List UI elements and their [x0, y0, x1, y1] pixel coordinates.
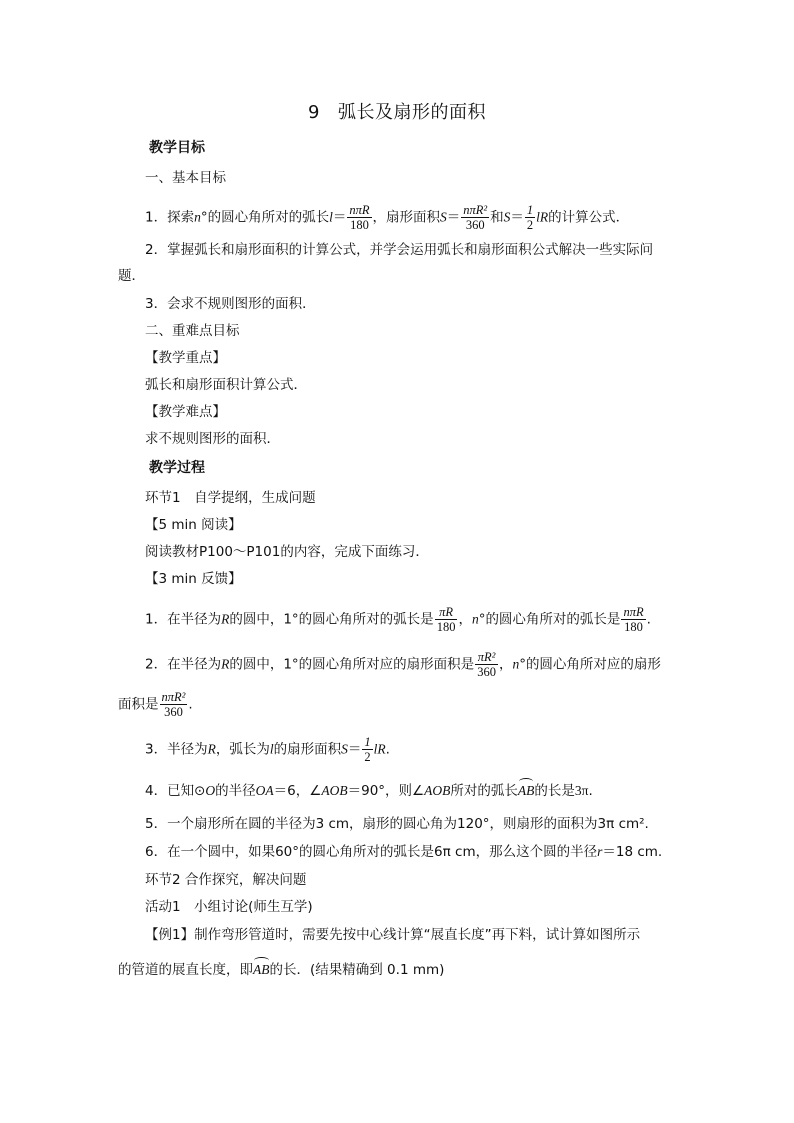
goals-heading: 教学目标	[149, 140, 205, 156]
arc-length-formula: $\frac{\text{nπR}}{180}$	[349, 203, 370, 232]
question-2-line-2: 面积是 $\frac{\text{nπR²}}{360}$ .	[118, 690, 193, 719]
key-goals: 二、重难点目标	[145, 323, 240, 339]
arc-ab: AB	[518, 781, 535, 801]
question-5: 5．一个扇形所在圆的半径为3 cm，扇形的圆心角为120°，则扇形的面积为3π cm².	[145, 816, 649, 832]
sector-area-formula: $\frac{\text{nπR²}}{360}$	[463, 203, 488, 232]
question-3: 3．半径为R，弧长为l的扇形面积S＝ $\frac{1}{2}$ lR.	[145, 735, 390, 764]
read-heading: 【5 min 阅读】	[145, 517, 242, 533]
arc-ab-example: AB	[253, 960, 270, 980]
key-point: 弧长和扇形面积计算公式．	[145, 377, 307, 393]
goal-1: 1．探索n°的圆心角所对的弧长l＝ $\frac{\text{nπR}}{180}$ ，扇形面积S＝ $\frac{\text{nπR²}}{360}$ 和S＝ $\frac{1}{2}$ lR的计算公式．	[145, 203, 630, 232]
goal-3: 3．会求不规则图形的面积．	[145, 296, 316, 312]
lesson-title: 弧长及扇形的面积	[337, 102, 486, 123]
step-2: 环节2 合作探究，解决问题	[145, 872, 307, 888]
feedback-heading: 【3 min 反馈】	[145, 571, 242, 587]
process-heading: 教学过程	[149, 460, 205, 476]
key-point-heading: 【教学重点】	[145, 350, 226, 366]
question-4: 4．已知⊙O的半径OA＝6，∠AOB＝90°，则∠AOB所对的弧长AB的长是3π.	[145, 783, 593, 799]
example-1-line-2: 的管道的展直长度，即AB的长．(结果精确到 0.1 mm)	[118, 962, 445, 978]
activity-1: 活动1 小组讨论(师生互学)	[145, 899, 313, 915]
question-6: 6．在一个圆中，如果60°的圆心角所对的弧长是6π cm，那么这个圆的半径r＝18 cm.	[145, 844, 663, 860]
goal-2-line-1: 2．掌握弧长和扇形面积的计算公式，并学会运用弧长和扇形面积公式解决一些实际问	[145, 242, 654, 258]
difficulty-heading: 【教学难点】	[145, 404, 226, 420]
lesson-number: 9	[308, 102, 320, 123]
basic-goals: 一、基本目标	[145, 170, 226, 186]
question-2-line-1: 2．在半径为R的圆中，1°的圆心角所对应的扇形面积是 $\frac{\text{πR²}}{360}$ ，n°的圆心角所对应的扇形	[145, 650, 661, 679]
goal-2-line-2: 题．	[118, 268, 145, 284]
read-text: 阅读教材P100～P101的内容，完成下面练习．	[145, 544, 429, 560]
example-1-line-1: 【例1】制作弯形管道时，需要先按中心线计算“展直长度”再下料，试计算如图所示	[145, 927, 641, 943]
question-1: 1．在半径为R的圆中，1°的圆心角所对的弧长是 $\frac{\pi R}{180}$ ，n°的圆心角所对的弧长是 $\frac{\text{nπR}}{180}$ .	[145, 605, 651, 634]
step-1: 环节1 自学提纲，生成问题	[145, 490, 316, 506]
half-fraction: $\frac{1}{2}$	[526, 203, 534, 232]
difficulty: 求不规则图形的面积．	[145, 431, 280, 447]
page-title	[0, 98, 794, 124]
